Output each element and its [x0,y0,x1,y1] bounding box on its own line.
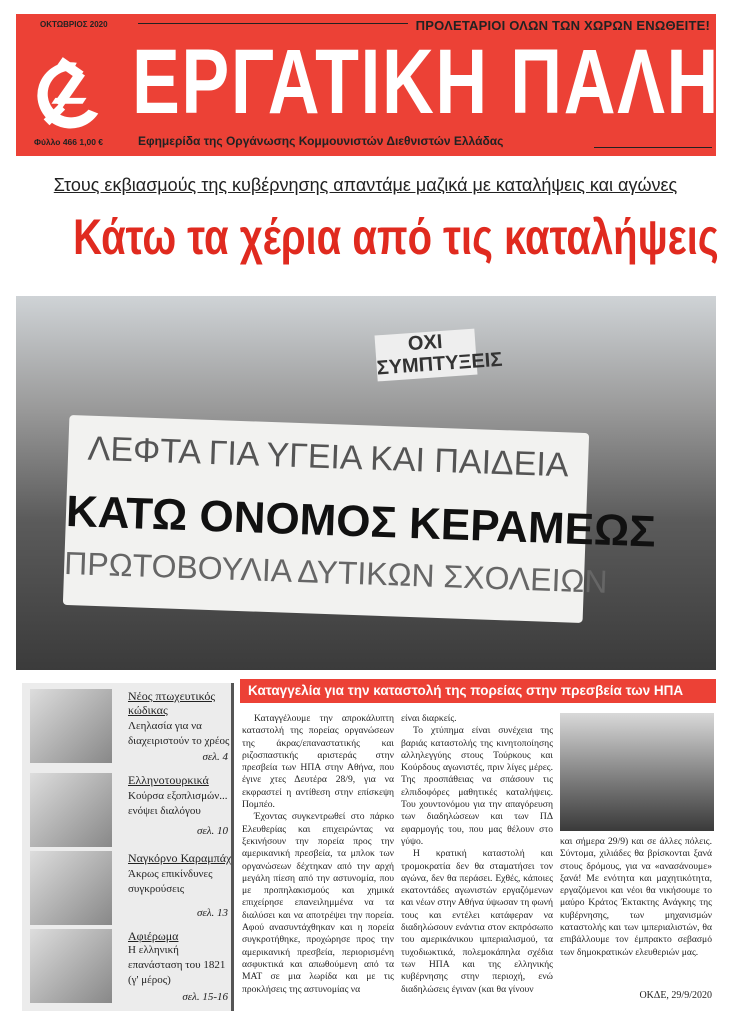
sidebar-item[interactable] [30,851,230,927]
protest-sign: ΟΧΙ ΣΥΜΠΤΥΞΕΙΣ [375,329,478,382]
sidebar-item-text: Λεηλασία για να διαχειριστούν το χρέος [128,720,230,747]
newspaper-subtitle: Εφημερίδα της Οργάνωσης Κομμουνιστών Διεθνιστών Ελλάδας [138,134,504,148]
sidebar-item-title: Ελληνοτουρκικά [128,773,209,787]
page-ref: σελ. 13 [196,907,228,919]
article-paragraph: και σήμερα 29/9) και σε άλλες πόλεις. Σύντομα, χιλιάδες θα βρίσκονται ξανά στους δρόμους, για να «ανασάνουμε» ξανά! Με ενότητα και μαχητικότητα, εργαζόμενοι και νέοι θα νικήσουμε το μαύρο Κράτος Έκτακτης Ανάγκης της κυβέρνησης, των μηχανισμών καταστολής και των ιμπεριαλιστών, θα επιβάλλουμε τον έμπρακτο σεβασμό των δημοκρατικών ελευθεριών μας. [560,836,712,958]
divider [138,23,408,24]
article-column [242,713,394,996]
thumbnail-image [30,851,112,925]
page-ref: σελ. 10 [196,825,228,837]
issue-date: ΟΚΤΩΒΡΙΟΣ 2020 [40,20,108,29]
article-paragraph: Καταγγέλουμε την απροκάλυπτη καταστολή της πορείας οργανώσεων της άκρας/επαναστατικής και ριζοσπαστικής αριστεράς στην πρεσβεία των ΗΠΑ στην Αθήνα, που έγινε χτες Δευτέρα 28/9, για να εκφραστεί η αντίθεση στην επίσκεψη Πομπέο. [242,713,394,811]
divider [594,147,712,148]
thumbnail-image [30,689,112,763]
banner-line: ΚΑΤΩ ΟΝΟΜΟΣ ΚΕΡΑΜΕΩΣ [65,486,657,557]
sidebar-item-title: Αφιέρωμα [128,929,179,943]
thumbnail-image [30,773,112,847]
article-column [401,713,553,996]
article-paragraph: είναι διαρκείς. [401,713,457,724]
article-paragraph: Το χτύπημα είναι συνέχεια της βαριάς καταστολής της κινητοποίησης αλληλεγγύης στους Τούρκους και Κούρδους αγωνιστές, πριν λίγες μέρες. Της προσπάθειας να σπάσουν τις ελπιδοφόρες μαθητικές καταλήψεις. Του χουντονόμου για την απαγόρευση των διαδηλώσεων και των ΠΔ εφαρμογής του, που μας θέλουν στο γύψο. [401,725,553,847]
sidebar-item[interactable] [30,773,230,849]
sidebar-item-title: Ναγκόρνο Καραμπάχ [128,851,232,865]
article-paragraph: Η κρατική καταστολή και τρομοκρατία δεν θα σταματήσει τον αγώνα, δεν θα περάσει. Εχθές, κάποιες εκατοντάδες αγωνιστών εργαζόμενων και νέων στην Αθήνα ύψωσαν τη φωνή τους και εντέλει κατάφεραν να διαδηλώσουν ενάντια στον εκπρόσωπο του αμερικάνικου ιμπεριαλισμού, τα τυχοδιωκτικά, πολεμοκάπηλα σχέδια των ΗΠΑ και της ελληνικής κυβέρνησης στην περιοχή, ενώ διαδηλώσεις έγιναν (και θα γίνουν [401,848,553,995]
masthead [16,14,720,156]
article-paragraph: Έχοντας συγκεντρωθεί στο πάρκο Ελευθερίας και επιχειρώντας να ξεκινήσουν την πορεία προς την αμερικανική πρεσβεία, τα μπλοκ των οργανώσεων δέχτηκαν από την αρχή μεγάλη πίεση από την αστυνομία, που με προπηλακισμούς και χημικά επιχείρησε επανειλημμένα να τα διαλύσει και να αποτρέψει την πορεία. Αφού ανασυντάχθηκαν και η πορεία συγκροτήθηκε, προχώρησε προς την αμερικανική πρεσβεία, περιορισμένη ασφυκτικά και απωθούμενη από τα ΜΑΤ σε μια λωρίδα και με τις προκλήσεις της αστυνομίας να [242,811,394,995]
article-column [560,836,712,959]
newspaper-title: ΕΡΓΑΤΙΚΗ ΠΑΛΗ [132,31,720,133]
lead-kicker: Στους εκβιασμούς της κυβέρνησης απαντάμε μαζικά με καταλήψεις και αγώνες [53,175,678,195]
sidebar-item-text: Η ελληνική επανάσταση του 1821 (γ' μέρος) [128,944,226,986]
article-photo [560,713,714,831]
sidebar-item-title: Νέος πτωχευτικός κώδικας [128,689,216,717]
sidebar-item[interactable] [30,929,230,1005]
article-signoff: ΟΚΔΕ, 29/9/2020 [639,990,712,1001]
slogan: ΠΡΟΛΕΤΑΡΙΟΙ ΟΛΩΝ ΤΩΝ ΧΩΡΩΝ ΕΝΩΘΕΙΤΕ! [415,18,710,33]
lead-photo [16,296,716,670]
banner-line: ΠΡΩΤΟΒΟΥΛΙΑ ΔΥΤΙΚΩΝ ΣΧΟΛΕΙΩΝ [63,544,609,600]
protest-banner [63,415,657,623]
thumbnail-image [30,929,112,1003]
sidebar-item-text: Κούρσα εξοπλισμών... ενόψει διαλόγου [128,790,228,817]
article-title: Καταγγελία για την καταστολή της πορείας στην πρεσβεία των ΗΠΑ [240,679,716,703]
hammer-sickle-logo-icon [30,54,108,134]
lead-headline: Κάτω τα χέρια από τις καταλήψεις [73,209,719,265]
banner-line: ΛΕΦΤΑ ΓΙΑ ΥΓΕΙΑ ΚΑΙ ΠΑΙΔΕΙΑ [87,429,570,485]
page-ref: σελ. 4 [202,751,228,763]
sidebar-contents [22,683,234,1011]
issue-number-price: Φύλλο 466 1,00 € [34,137,104,147]
page-ref: σελ. 15-16 [182,991,228,1003]
sidebar-item[interactable] [30,689,230,765]
sidebar-item-text: Άκρως επικίνδυνες συγκρούσεις [128,868,213,895]
